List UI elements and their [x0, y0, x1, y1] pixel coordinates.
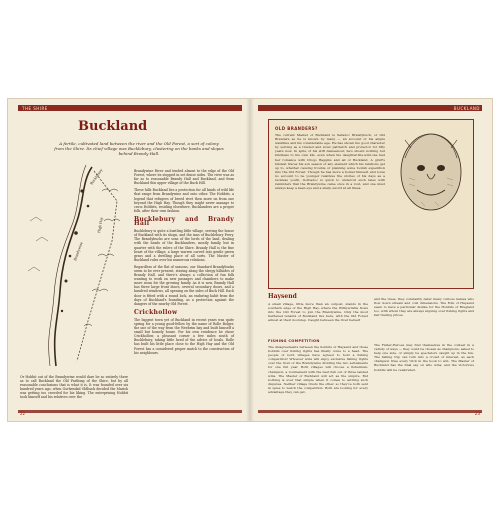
- paragraph: These hills Buckland lies a protection for all kinds of wild life that range from Brandywine and onto other. The Hobbits, a legend that refugees of breed rivet then more on from one beyond the High Hay. Though they might never manage to cross Hobbits, residing elsewhere, Bucklanders are a proper folk, after their own fashion.: [134, 188, 234, 213]
- running-header: THE SHIRE: [22, 105, 48, 111]
- left-column-body: [134, 169, 234, 358]
- left-page: [8, 99, 250, 421]
- svg-text:High Hay: High Hay: [96, 216, 104, 234]
- header-bar: [18, 105, 242, 111]
- section-heading-bucklebury: Bucklebury and Brandy Hall: [134, 215, 234, 228]
- section-heading-fishing: FISHING COMPETITION: [268, 339, 320, 343]
- book-gutter: [246, 99, 254, 421]
- paragraph: Brandywine River and tended almost to the edge of the Old Forest, where its stopped in set dense sides. The river was as far as to reasonable Brandy Hall and Buckland, and from Buckland this upper village of the Buck Hill.: [134, 169, 234, 186]
- fishing-col-2: The Fisher-Heroes may find themselves in the contest in a variety of ways — they could be chosen as champions, asked to help one side, or simply be spectators caught up in the fun. The fishing trip can turn into a crowd of interest, as each champion tries every trick in the book to win. The Master of Buckland has the final say on who wins, and the victorious hobbits will be celebrated.: [374, 343, 474, 372]
- footer-bar: [18, 410, 242, 413]
- box-text: The current Master of Buckland is Saradoc Brandybuck, or Old Branders as he is known by many — an account of his ample waistline and his considerable age. He has shown his good character by serving as a trusted and stout patriarch and protector for fifty years now. In spite of his stiff demeanour, he's shown nothing but kindness to his own kin, even when his daughter-the-wild-one had her romance with Drogo Baggins and all of Buckland. A gruff's kindest traces his son season of any element which his relations get up to, whether causing trouble or planning some foolish expedition into the Old Forest. Though he has more a homer himself, and loves no account to be younger relatives the stories of his days as a reckless youth, Gorbadoc is quick to undercut such tales with reminders that the Brandywine came once in a rout, and one must always keep a keen eye and a sharp sword at all times.: [275, 133, 385, 191]
- running-header: BUCKLAND: [453, 105, 480, 111]
- buckland-map-illustration: [22, 161, 132, 371]
- section-heading-haysend: Haysend: [268, 293, 297, 300]
- troll-portrait-illustration: [391, 128, 469, 224]
- svg-text:Bucklebury: Bucklebury: [88, 167, 104, 186]
- haysend-col-2: and the trees, they constantly deter many curious names who flow down stream and cold dimensions. The Folk of Haysend seem to have a particular dislike for the Hobbits of Bregland too, with whom they are always arguing over fishing rights and fair trading prices.: [374, 297, 474, 318]
- haysend-col-1: A small village, little more than an outpost, stands in the southern edge of the High Hay, where the Withywindle flows into the Old Forest to join the Brandywine. Only the most hardened tenants of Buckland live here, with the Old Forest almost at their doorstep. Caught between the river herself: [268, 302, 368, 323]
- paragraph: Or Hobbit out of the Brandywine would dare be so entirely there as to call Buckland the Old Farthing of the Shire, but by all reasonable conclusions that is what it is. It was founded over six hundred years ago, when Gorhendad Oldbuck decided the Marish was getting too crowded for his liking. The enterprising Hobbit took himself and his relatives over the: [20, 375, 128, 400]
- book-spread: [8, 99, 492, 421]
- page-title: Buckland: [78, 119, 148, 134]
- right-page: [250, 99, 492, 421]
- footer-bar: [258, 410, 482, 413]
- paragraph: Bucklebury is quite a bustling little village, serving the house of Buckland with its shops, and the inns of Bucklebury Ferry. The Brandybucks are sons of the lords of the land, dealing with the heads of the Bucklanders, mostly family, but in quarter with the rulers of the Shire. Brandy Hall is the fine heart of the village, a large warren carved into gentle green grass and a dwelling place of all sorts. The Master of Buckland rules over his numerous relations.: [134, 229, 234, 262]
- intro-text: A fertile, cultivated land between the river and the Old Forest, a sort of colony from the Shire. Its chief village was Bucklebury, clustering on the banks and slopes behind Brandy Hall.: [54, 141, 224, 156]
- paragraph: The biggest town yet of Buckland in recent years was quite spring for a young good-fellow by the name of Rolle Bolger, the one of the way from the Weebrim bay and built himself a small but homely house. For his own residence he chose Crickhollow, a pleasant corner a few miles south of Bucklebury, taking little heed of the advice of locals. Rolle has built his little place close to the High Hay and the Old Forest has a considered proper match to the construction of his neighbours.: [134, 317, 234, 355]
- header-bar: [258, 105, 482, 111]
- paragraph: Regardless of the flat of seasons, our Standard Brandybucks seem to be ever present, staving along the sleepy hillsides of Brandy Hall, and there's always a collection of fun folk wanting to work on new passages and chambers to make more room for the growing family. As it is now, Brandy Hall has three large front doors, several secondary doors, and a hundred windows, all opening on the sides of Buck Hill. Each door is fitted with a round lock, an enduring habit from the days of Buckland's founding, as a protection against the dangers of the nearby Old Forest.: [134, 264, 234, 306]
- fishing-col-1: The disagreements between the hobbits of Haysend and those hobbits over fishing rights has finally come to a head. The people of both villages have agreed to hold a fishing competition! Whoever wins will enjoy exclusive fishing rights over the river of the Brandywine dividing the two settlements for one full year. Both villages will choose a fisherman-champion, a tournament with the best fish out of three landed wins. The Master of Buckland will act as the umpire. But nothing is ever that simple when it comes to settling such disputes. Neither village trusts the other, so they've both sent in spies to watch the competition. Both are looking for every advantage they can get.: [268, 345, 368, 395]
- left-bottom-column: [20, 375, 128, 403]
- section-heading-crickhollow: Crickhollow: [134, 308, 178, 316]
- sidebar-box: [268, 119, 474, 289]
- page-number: 22: [20, 411, 26, 416]
- page-number: 23: [474, 411, 480, 416]
- box-heading: OLD BRANDERS?: [275, 126, 318, 131]
- svg-text:Brandywine: Brandywine: [72, 241, 84, 262]
